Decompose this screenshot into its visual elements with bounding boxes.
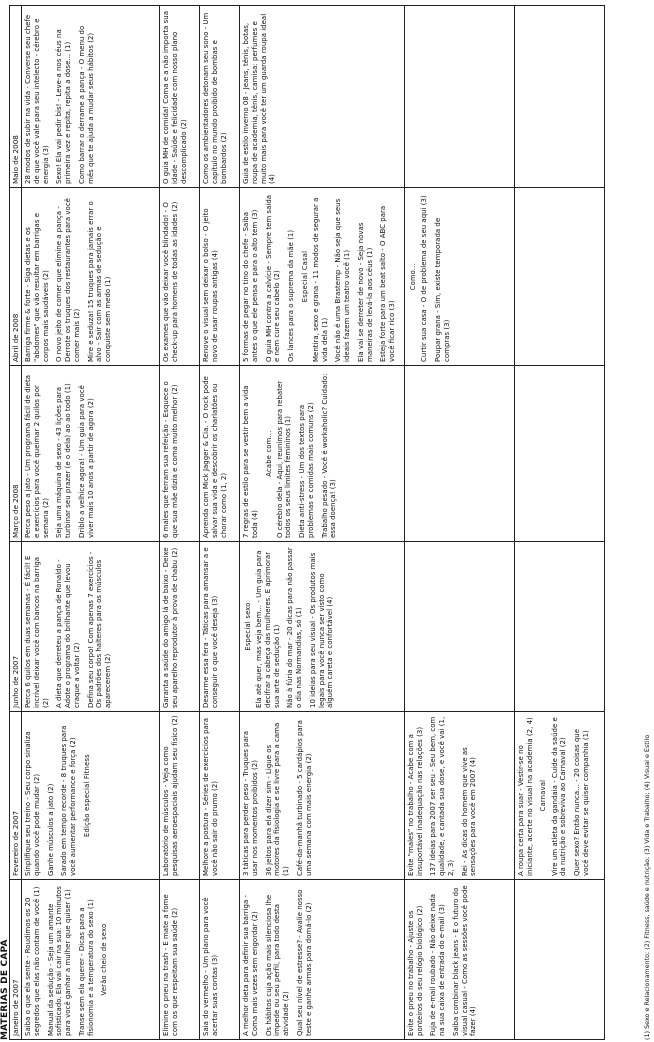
table-row bbox=[22, 6, 160, 1040]
topic-item: Mire e seduza! 15 truques para jamais errar o alvo - Sair com as armas de sedução e conquiste sem medo (1) bbox=[86, 201, 112, 362]
topic-item: Guia de estilo inverno 08 - Jeans, tênis, botas, roupa de academia, tênis, camisa: perfumes e muito mais para você ter um guarda roupa ideal (4) bbox=[242, 13, 277, 184]
topic-item: Curtir sua casa - O de problema de seu aqui (3) bbox=[420, 195, 429, 362]
topic-item: Os hábitos cuja ação mais silenciosa lhe impede ou seu perfil, para todo desta atividade (2) bbox=[264, 894, 290, 1036]
table-cell bbox=[514, 6, 604, 188]
cover-topics-table bbox=[9, 5, 605, 1040]
topic-item: Café-da-manhã turbinado - 5 cardápios para uma semana com mais energia (2) bbox=[295, 720, 313, 876]
col-fev-2007: Fevereiro de 2007 bbox=[10, 712, 22, 880]
section-label: Especial Casal bbox=[300, 250, 309, 303]
topic-item: Laboratório de músculos - Veja como pesquisas aeroespaciais ajudam seu físico (2) bbox=[162, 715, 179, 876]
table-cell bbox=[160, 366, 200, 542]
topic-item: A melhor dieta para definir sua barriga - Coma mais vezes sem engordar (2) bbox=[242, 894, 259, 1036]
section-label: Carnaval bbox=[539, 779, 548, 812]
table-cell bbox=[514, 880, 604, 1040]
topic-item: Dieta anti-stress - Um dos textos para problemas e comidas mais comuns (2) bbox=[298, 402, 315, 538]
table-cell bbox=[404, 712, 514, 880]
topic-item: 10 ideias para seu visual - Os produtos mais legais para você nunca ser visto como alguém careta e confortável (4) bbox=[308, 552, 335, 708]
topic-item: Fuja de e-mail roubado - Não deixe nada na sua caixa de entrada do e-mail (3) bbox=[429, 893, 447, 1036]
col-mar-2008: Março de 2008 bbox=[10, 366, 22, 542]
table-row bbox=[200, 6, 240, 1040]
table-cell bbox=[200, 188, 240, 366]
topic-item: Driblo a velhice agora! - Um guia para você viver mais 10 anos a partir de agora (2) bbox=[77, 385, 95, 538]
table-cell bbox=[200, 880, 240, 1040]
topic-item: Elimine o pneu na trash - E mate a fome com os que respeitam sua saúde (2) bbox=[162, 894, 179, 1036]
topic-item: Vire um atleta da gandaia - Cuide da saúde e da nutrição e sobreviva ao Carnaval (2) bbox=[550, 717, 568, 876]
table-cell bbox=[514, 366, 604, 542]
topic-item: 6 males que ferram sua refeição - Esquece o que sua mãe dizia e coma muito melhor (2) bbox=[162, 381, 179, 538]
table-row bbox=[160, 6, 200, 1040]
topic-item: Mentira, sexo e grana - 11 modos de segurar a vida dela (1) bbox=[311, 197, 329, 362]
table-cell bbox=[22, 712, 160, 880]
topic-item: O guia MH de comida! Coma e a não importa sua idade - Saúde e felicidade com nosso plano descomplicado (2) bbox=[162, 10, 188, 184]
section-label: Especial sexo bbox=[244, 602, 252, 651]
table-cell bbox=[404, 542, 514, 712]
topic-item: Desarme essa fera - Táticas para amansar a e conseguir o que você deseja (3) bbox=[202, 547, 219, 708]
topic-item: Aprenda com Mick Jagger & Cia. - O rock pode salvar sua vida e descobrir os charlatões ou chorar como (1, 2) bbox=[202, 376, 228, 538]
table-cell bbox=[160, 6, 200, 188]
table-cell bbox=[22, 366, 160, 542]
section-label: Como... bbox=[408, 262, 417, 291]
col-mai-2008: Maio de 2008 bbox=[10, 6, 22, 188]
topic-item: Sexo! Ela vai pedir bis! - Leve-a nos céus na primeira vez e repita, repita a dose... (1) bbox=[55, 29, 72, 184]
topic-item: 28 modos de subir na vida - Converse seu chefe de que você vale para seu intelecto - cérebro e energia (3) bbox=[24, 14, 50, 184]
topic-item: Manual da sedução - Seja um amante sofisticado. Ela vai cair na sua: 10 minutos para você ganhar a mulher que quiser (1) bbox=[46, 886, 72, 1036]
table-cell bbox=[22, 6, 160, 188]
section-label: Edição especial Fitness bbox=[82, 754, 91, 837]
table-cell bbox=[404, 880, 514, 1040]
topic-item: Perca peso a jato - Um programa fácil de dieta e exercícios para você queimar 2 quilos por semana (2) bbox=[24, 374, 50, 538]
table-cell bbox=[404, 6, 514, 188]
table-cell bbox=[404, 366, 514, 542]
table-cell bbox=[160, 880, 200, 1040]
topic-item: 3 táticas para perder peso - Truques para usar nos momentos proibidos (2) bbox=[242, 730, 259, 876]
col-jan-2007: Janeiro de 2007 bbox=[10, 880, 22, 1040]
topic-item: Evite o pneu no trabalho - Ajuste os ponteiros do seu relógio biológico (2) bbox=[406, 905, 424, 1036]
topic-item: Sarado em tempo recorde - 8 truques para você aumentar performance e força (2) bbox=[60, 725, 77, 876]
topic-item: Saiba combinar black jeans - E o futuro do visual casual - Como as sessões você pode fazer (4) bbox=[451, 885, 478, 1036]
table-cell bbox=[200, 6, 240, 188]
table-row bbox=[240, 6, 405, 1040]
topic-item: Perca 6 quilos em duas semanas - É fácil! E incrível deixar você com bancos na barriga (2) bbox=[24, 555, 50, 708]
table-cell bbox=[22, 188, 160, 366]
section-label: Acabe com... bbox=[264, 430, 273, 477]
topic-item: Evite "males" no trabalho - Acabe com a insuportável inadequação nas relações (3) bbox=[406, 726, 424, 876]
table-cell bbox=[160, 188, 200, 366]
topic-item: Ela vai se derreter de novo - Seja novas maneiras de levá-la aos céus (1) bbox=[356, 222, 374, 362]
topic-item: Como os ambientadores detonam seu sono - Um capítulo no mundo proibido de bombas e bombardos (2) bbox=[202, 12, 228, 184]
topic-item: Trabalho pesado - Você é workaholic? Cuidado: essa doença! (3) bbox=[320, 373, 338, 538]
col-jun-2007: Junho de 2007 bbox=[10, 542, 22, 712]
section-label: Verão cheio de sexo bbox=[100, 923, 109, 996]
topic-item: Não à fúria do mar - 20 dicas para não passar o dia nas Normandias, só (1) bbox=[286, 547, 304, 708]
table-cell bbox=[240, 366, 405, 542]
topic-item: Saiba o que ela sente - Roudimos os 20 segredos que elas não contam de você (1) bbox=[24, 886, 41, 1036]
table-row bbox=[404, 6, 514, 1040]
topic-item: Sinplifique seu treino - Seu corpo sinaliza quando você pode mudar (2) bbox=[24, 731, 41, 876]
topic-item: Transe sem ela querer - Dicas para a fisionomia e a temperatura do sexo (1) bbox=[77, 899, 95, 1036]
topic-item: Ela até quer, mas veja bem... - Um guia para decifrar a cabeça das mulheres. E aprimorar sua arte de sedução (1) bbox=[255, 550, 281, 708]
table-cell bbox=[514, 188, 604, 366]
table-cell bbox=[200, 366, 240, 542]
topic-item: O novo jeito de comer que elimine a pança - Derrote os truques dos restaurantes para você comer mais (2) bbox=[55, 198, 81, 362]
topic-item: Qual seu nível de estresse? - Avalie nosso teste e ganhe armas para domá-lo (2) bbox=[295, 889, 313, 1036]
table-cell bbox=[240, 542, 405, 712]
topic-item: Rei - As dicas do homem que vive as sensações para você em 2007 (4) bbox=[460, 747, 478, 876]
table-cell bbox=[22, 880, 160, 1040]
table-cell bbox=[240, 712, 405, 880]
table-cell bbox=[22, 542, 160, 712]
topic-item: Os lances para o suprema da mãe (1) bbox=[287, 229, 295, 362]
table-cell bbox=[160, 712, 200, 880]
topic-item: 36 jeitos para ela dizer sim - Ligue os motores da fisiologia e se livre para a cama (1) bbox=[264, 722, 290, 876]
topic-item: Você não é uma Brastemp - Não seja que seus ideais fazem um teatro você (1) bbox=[334, 198, 352, 362]
table-cell bbox=[240, 6, 405, 188]
header-row bbox=[10, 6, 22, 1040]
col-abr-2008: Abril de 2008 bbox=[10, 188, 22, 366]
table-cell bbox=[514, 712, 604, 880]
table-cell bbox=[240, 880, 405, 1040]
topic-item: 5 formas de pegar no tino do chefe - Saiba antes o que ele pensa e para o alto tem (3) bbox=[242, 209, 259, 362]
topic-item: Garanta a saúde do amigo lá de baixo - Deixe seu aparelho reprodutor à prova de chabu (2) bbox=[162, 547, 179, 708]
topic-item: Esteja forte para um beat salto - O ABC para você ficar rico (3) bbox=[379, 205, 397, 362]
topic-item: Saia do vermelho - Um plano para você acertar suas contas (3) bbox=[202, 897, 219, 1036]
table-cell bbox=[200, 542, 240, 712]
page-title: MATÉRIAS DE CAPA bbox=[0, 939, 10, 1040]
topic-item: O cérebro dela - Aqui, reunimos para rebater todos os seus limites femininos (1) bbox=[275, 380, 293, 538]
topic-item: Quer sexo? Então nunca... - 20 coisas que você deve evitar se quiser companhia (1) bbox=[573, 728, 590, 876]
table-cell bbox=[240, 188, 405, 366]
topic-item: Os exames que vão deixar você blindado! - O check-up para homens de todas as idades (2) bbox=[162, 201, 179, 362]
table-row bbox=[514, 6, 604, 1040]
topic-item: Defina seu corpo! Com apenas 7 exercícios - Os padrões dos halteres para os músculos aparecerem (2) bbox=[86, 551, 112, 708]
topic-item: Renove o visual sem deixar o bolso - O jeito novo de usar roupas antigas (4) bbox=[202, 208, 219, 362]
topic-item: Seja uma máquina de sexo - 43 lições para turbinar seu prazer (e o dela) ao ao todo (1) bbox=[55, 383, 72, 538]
table-cell bbox=[514, 542, 604, 712]
topic-item: 137 ideias para 2007 ser seu - Seu bem, com qualidade, e cantada sua dose, e você vai (1, 2, 3) bbox=[429, 716, 455, 876]
topic-item: Melhore a postura - Séries de exercícios para você não sair do prumo (2) bbox=[202, 718, 219, 876]
footnote: (1) Sexo e Relacionamento; (2) Fitness, saúde e nutrição; (3) Vida e Trabalho; (4) Visual e Estilo bbox=[643, 734, 651, 1040]
topic-item: Barriga firme & forte - Siga dietas e os "abdomes" que vão resultar em barrigas e corpos mais saudáveis (2) bbox=[24, 212, 50, 362]
topic-item: 7 regras de estilo para se vestir bem a vida toda (4) bbox=[242, 385, 259, 538]
topic-item: Ganhe músculos a jato (2) bbox=[46, 783, 55, 876]
topic-item: Como barrar o derrame a pança - O menu do mês que te ajuda a mudar seus hábitos (2) bbox=[77, 25, 95, 184]
topic-item: A roupa certa para suar - Vestir-se no iniciante, acerte no visual na academia (2, 4) bbox=[516, 717, 534, 876]
table-cell bbox=[404, 188, 514, 366]
table-cell bbox=[160, 542, 200, 712]
topic-item: A dieta que derreteu a pança de Ronaldo - Adote o programa do brilhante que levou craque a voltar (2) bbox=[55, 559, 81, 708]
topic-item: O guia MH contra a calvície - Sempre tem saída e nem cure seu cabelo (2) bbox=[264, 194, 282, 362]
topic-item: Poupar grana - Sim, existe temporada de compras (3) bbox=[433, 217, 451, 362]
table-cell bbox=[200, 712, 240, 880]
